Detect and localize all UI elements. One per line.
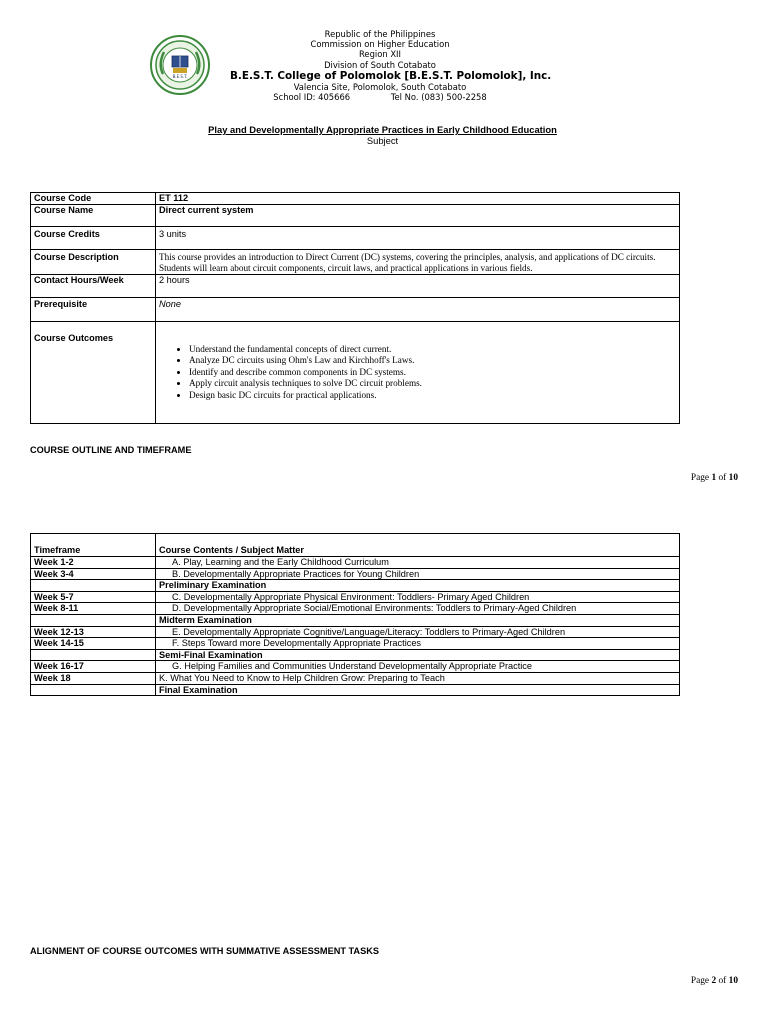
- course-credits-label: Course Credits: [31, 227, 156, 250]
- content-cell: K. What You Need to Know to Help Children Grow: Preparing to Teach: [156, 672, 680, 684]
- table-row: [31, 322, 680, 424]
- timeframe-cell: [31, 649, 156, 661]
- column-header-timeframe: Timeframe: [31, 534, 156, 557]
- subject-label: Subject: [366, 135, 399, 146]
- table-row: [31, 250, 680, 275]
- list-item: • Design basic DC circuits for practical applications.: [189, 390, 676, 401]
- timeframe-cell: Week 1-2: [31, 557, 156, 569]
- course-code-label: Course Code: [31, 193, 156, 205]
- subject-title: Play and Developmentally Appropriate Practices in Early Childhood Education: [208, 124, 557, 135]
- table-row: [31, 557, 680, 569]
- timeframe-cell: Week 14-15: [31, 638, 156, 650]
- header-line-division: Division of South Cotabato: [324, 59, 436, 70]
- page-prefix: Page: [690, 976, 710, 986]
- exam-cell: Preliminary Examination: [156, 580, 680, 592]
- prerequisite-value: None: [156, 298, 680, 322]
- exam-cell: Midterm Examination: [156, 614, 680, 626]
- table-row: [31, 614, 680, 626]
- table-row: [31, 638, 680, 650]
- course-description-label: Course Description: [31, 250, 156, 275]
- exam-cell: Final Examination: [156, 684, 680, 696]
- timeframe-cell: Week 3-4: [31, 568, 156, 580]
- school-id-line: [230, 92, 530, 102]
- timeframe-cell: Week 5-7: [31, 591, 156, 603]
- telephone: Tel No. (083) 500-2258: [390, 92, 487, 103]
- content-cell: D. Developmentally Appropriate Social/Emotional Environments: Toddlers to Primary-Aged Children: [156, 603, 680, 615]
- table-row: [31, 684, 680, 696]
- table-row: [31, 649, 680, 661]
- page-current: 1: [711, 473, 717, 483]
- content-cell: C. Developmentally Appropriate Physical Environment: Toddlers- Primary Aged Children: [156, 591, 680, 603]
- section-heading-outline: COURSE OUTLINE AND TIMEFRAME: [30, 445, 192, 455]
- table-row: [31, 193, 680, 205]
- course-name-value: Direct current system: [156, 205, 680, 227]
- table-row: [31, 672, 680, 684]
- column-header-contents: Course Contents / Subject Matter: [156, 534, 680, 557]
- table-row: [31, 661, 680, 673]
- course-name-label: Course Name: [31, 205, 156, 227]
- course-description-value: This course provides an introduction to Direct Current (DC) systems, covering the principles, analysis, and applications of DC circuits. Students will learn about circuit components, circuit laws, and practical applications in various fields.: [156, 250, 680, 275]
- list-item: • Apply circuit analysis techniques to solve DC circuit problems.: [189, 378, 676, 389]
- content-cell: B. Developmentally Appropriate Practices for Young Children: [156, 568, 680, 580]
- page-total: 10: [728, 473, 738, 483]
- table-row: [31, 227, 680, 250]
- header-line-region: Region XII: [358, 49, 401, 60]
- contact-hours-value: 2 hours: [156, 275, 680, 298]
- table-row: [31, 275, 680, 298]
- course-info-table: [30, 192, 680, 424]
- timeframe-cell: [31, 614, 156, 626]
- course-outcomes-cell: [156, 322, 680, 424]
- subject-heading: [0, 124, 765, 146]
- content-cell: F. Steps Toward more Developmentally Appropriate Practices: [156, 638, 680, 650]
- course-outcomes-label: Course Outcomes: [31, 322, 156, 424]
- prerequisite-label: Prerequisite: [31, 298, 156, 322]
- table-row: [31, 591, 680, 603]
- timeframe-cell: [31, 580, 156, 592]
- college-address: Valencia Site, Polomolok, South Cotabato: [293, 81, 467, 92]
- timeframe-cell: Week 8-11: [31, 603, 156, 615]
- page-number: [691, 473, 738, 483]
- page-prefix: Page: [690, 473, 710, 483]
- timeframe-cell: Week 18: [31, 672, 156, 684]
- table-row: [31, 580, 680, 592]
- list-item: • Understand the fundamental concepts of direct current.: [189, 344, 676, 355]
- content-cell: G. Helping Families and Communities Understand Developmentally Appropriate Practice: [156, 661, 680, 673]
- school-id: School ID: 405666: [273, 92, 351, 103]
- page-of: of: [718, 473, 727, 483]
- header-line-republic: Republic of the Philippines: [324, 29, 436, 39]
- course-credits-value: 3 units: [156, 227, 680, 250]
- list-item: • Identify and describe common components in DC systems.: [189, 367, 676, 378]
- page-current: 2: [711, 976, 717, 986]
- table-row: [31, 603, 680, 615]
- institution-header: [230, 29, 552, 103]
- course-outcomes-list: [159, 344, 676, 401]
- page-of: of: [718, 976, 727, 986]
- page-number: [691, 976, 738, 986]
- content-cell: E. Developmentally Appropriate Cognitive/Language/Literacy: Toddlers to Primary-Aged Children: [156, 626, 680, 638]
- table-row: [31, 568, 680, 580]
- table-row: [31, 626, 680, 638]
- page-total: 10: [728, 976, 738, 986]
- table-row: [31, 298, 680, 322]
- timeframe-cell: Week 16-17: [31, 661, 156, 673]
- course-code-value: ET 112: [156, 193, 680, 205]
- contact-hours-label: Contact Hours/Week: [31, 275, 156, 298]
- college-seal-logo: [150, 34, 210, 96]
- table-row: [31, 205, 680, 227]
- timeframe-cell: [31, 684, 156, 696]
- content-cell: A. Play, Learning and the Early Childhood Curriculum: [156, 557, 680, 569]
- list-item: • Analyze DC circuits using Ohm's Law and Kirchhoff's Laws.: [189, 355, 676, 366]
- timeframe-cell: Week 12-13: [31, 626, 156, 638]
- college-name: B.E.S.T. College of Polomolok [B.E.S.T. Polomolok], Inc.: [230, 69, 552, 82]
- table-header-row: [31, 534, 680, 557]
- section-heading-alignment: ALIGNMENT OF COURSE OUTCOMES WITH SUMMATIVE ASSESSMENT TASKS: [30, 946, 379, 956]
- course-outline-table: [30, 533, 680, 696]
- exam-cell: Semi-Final Examination: [156, 649, 680, 661]
- svg-text:B.E.S.T.: B.E.S.T.: [172, 74, 188, 79]
- header-line-ched: Commission on Higher Education: [310, 39, 450, 50]
